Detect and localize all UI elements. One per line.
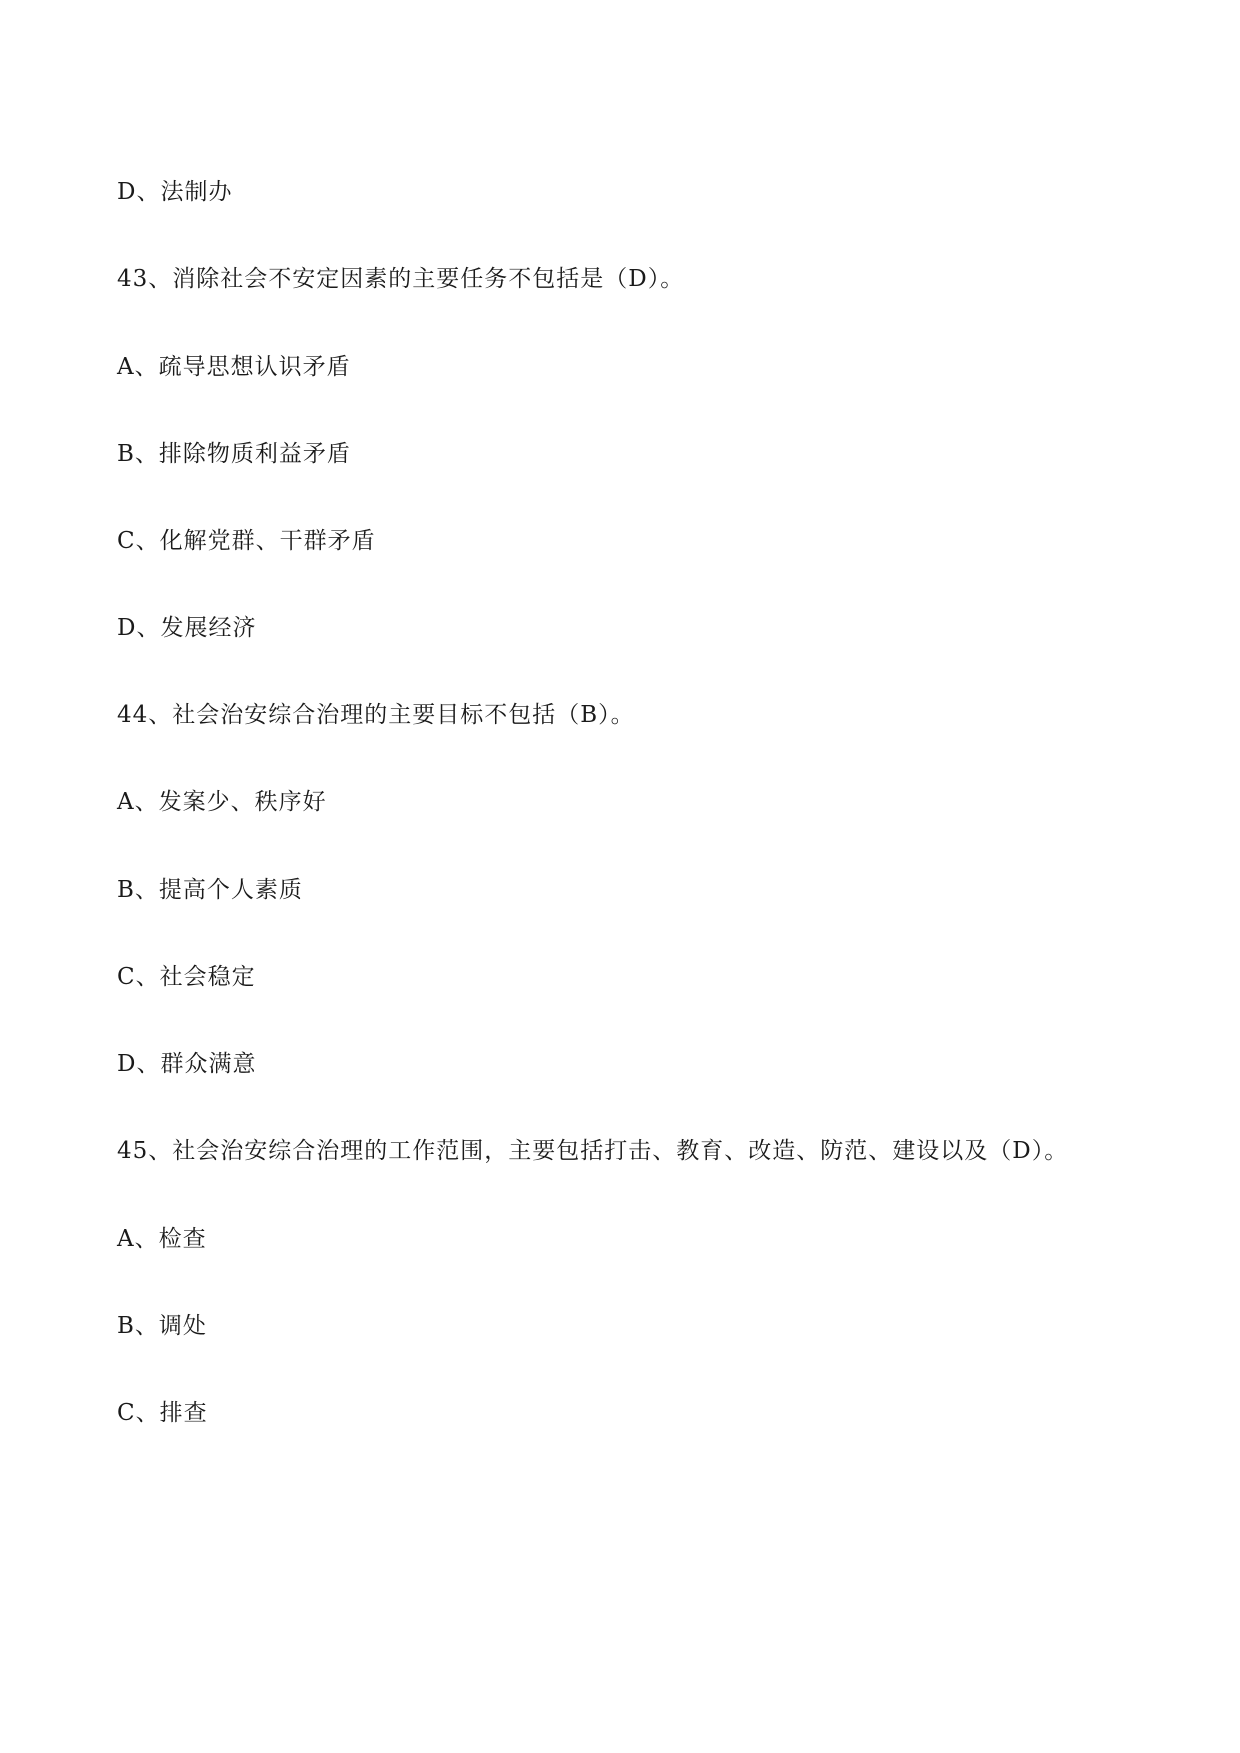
option-line: C、社会稳定 (117, 964, 256, 990)
option-line: D、发展经济 (117, 615, 257, 641)
option-line: C、排查 (117, 1400, 208, 1426)
option-line: A、发案少、秩序好 (117, 789, 327, 815)
option-line: B、排除物质利益矛盾 (117, 441, 351, 467)
option-line: D、群众满意 (117, 1051, 257, 1077)
option-line: A、检查 (117, 1226, 207, 1252)
question-line: 44、社会治安综合治理的主要目标不包括（B）。 (117, 702, 635, 728)
question-line: 43、消除社会不安定因素的主要任务不包括是（D）。 (117, 266, 685, 292)
option-line: B、提高个人素质 (117, 877, 303, 903)
option-line: C、化解党群、干群矛盾 (117, 528, 376, 554)
option-line: B、调处 (117, 1313, 207, 1339)
option-line: D、法制办 (117, 179, 233, 205)
question-line: 45、社会治安综合治理的工作范围，主要包括打击、教育、改造、防范、建设以及（D）。 (117, 1138, 1069, 1164)
option-line: A、疏导思想认识矛盾 (117, 354, 351, 380)
